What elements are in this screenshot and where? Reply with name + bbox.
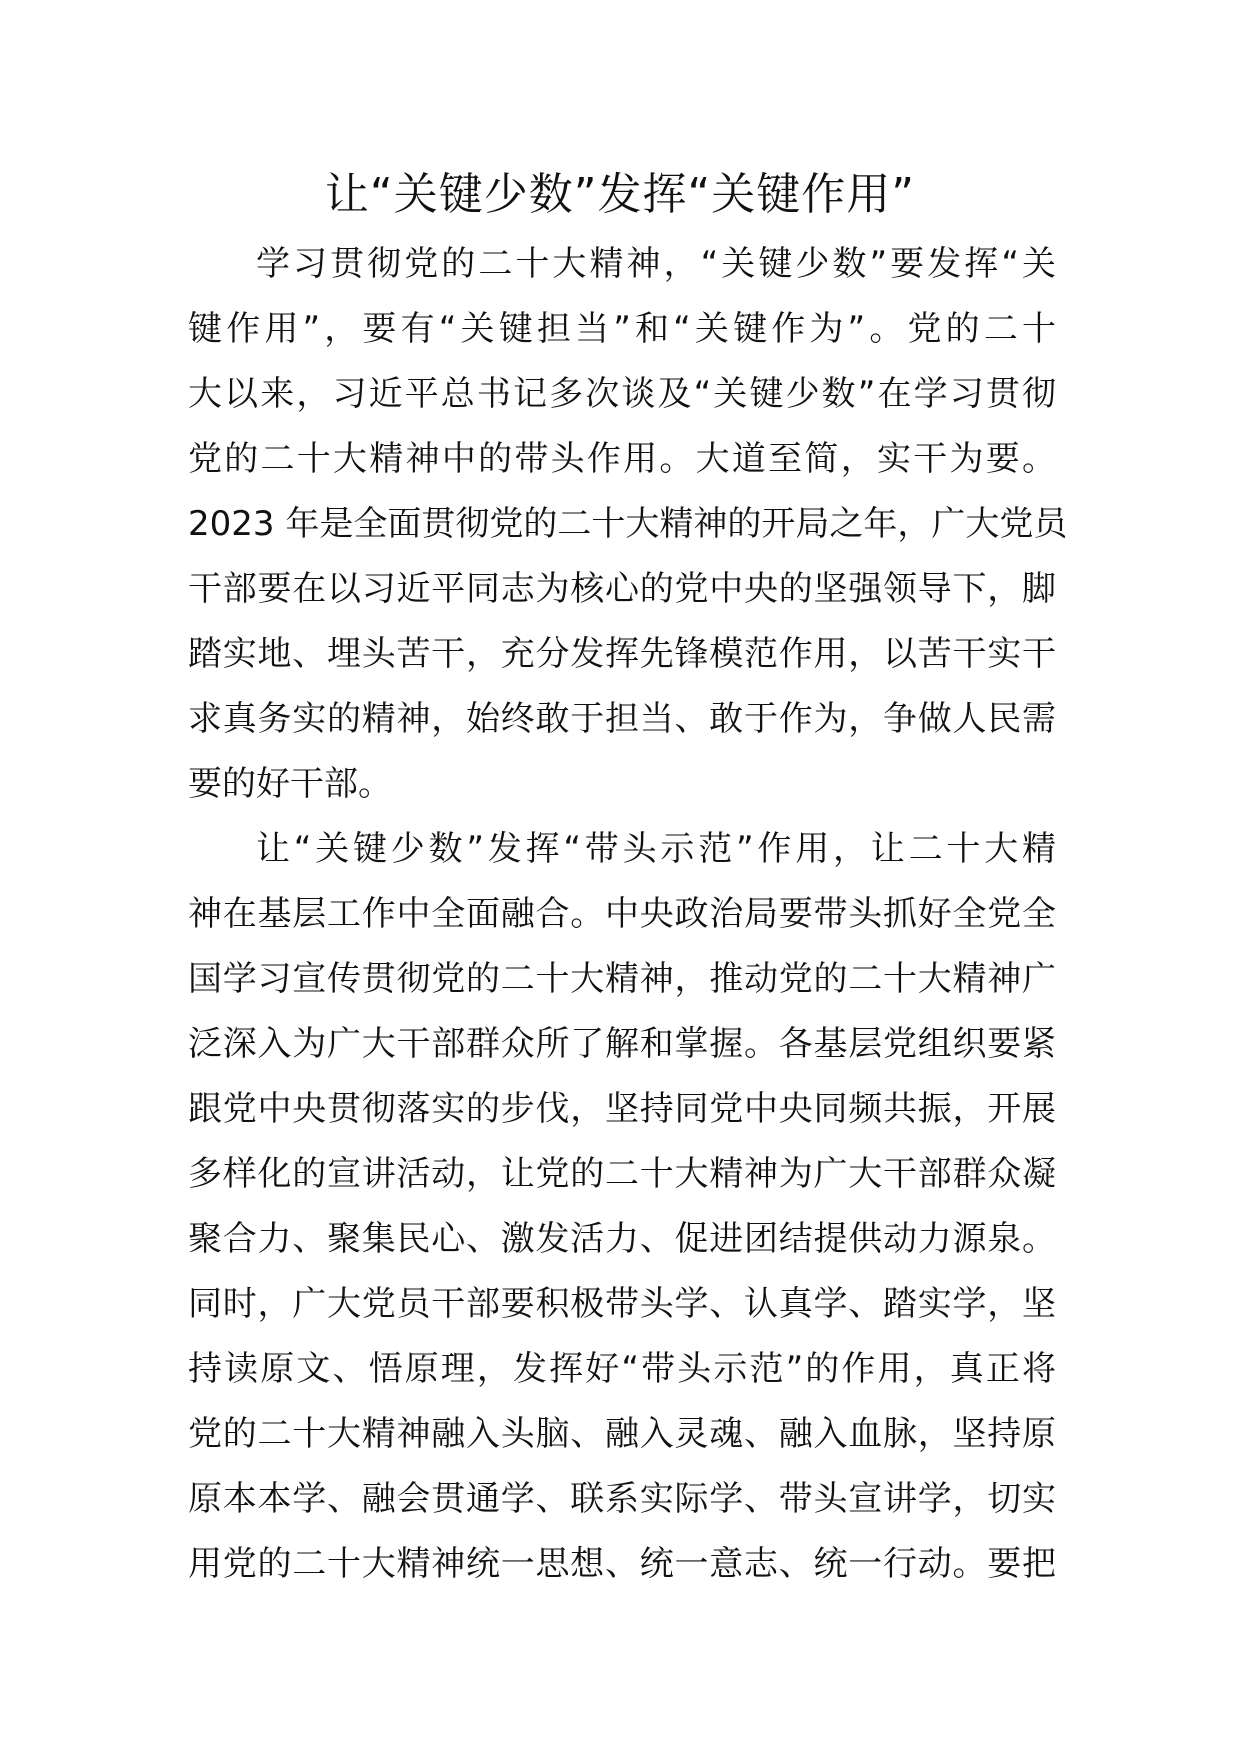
- paragraph-line: 让“关键少数”发挥“带头示范”作用，让二十大精: [256, 829, 1056, 869]
- document-title: 让“关键少数”发挥“关键作用”: [324, 169, 916, 220]
- paragraph-line: 大以来，习近平总书记多次谈及“关键少数”在学习贯彻: [188, 374, 1056, 414]
- paragraph-1: [188, 232, 1068, 817]
- paragraph-line: 同时，广大党员干部要积极带头学、认真学、踏实学，坚: [188, 1284, 1056, 1324]
- paragraph-line: 神在基层工作中全面融合。中央政治局要带头抓好全党全: [188, 894, 1056, 934]
- paragraph-line: 党的二十大精神中的带头作用。大道至简，实干为要。: [188, 439, 1056, 479]
- paragraph-line: 2023 年是全面贯彻党的二十大精神的开局之年，广大党员: [188, 504, 1068, 544]
- paragraph-line: 键作用”，要有“关键担当”和“关键作为”。党的二十: [188, 309, 1056, 349]
- paragraph-line: 聚合力、聚集民心、激发活力、促进团结提供动力源泉。: [188, 1219, 1056, 1259]
- paragraph-line: 求真务实的精神，始终敢于担当、敢于作为，争做人民需: [188, 699, 1056, 739]
- document-body: [188, 232, 1068, 1597]
- paragraph-2: [188, 817, 1056, 1597]
- paragraph-line: 多样化的宣讲活动，让党的二十大精神为广大干部群众凝: [188, 1154, 1056, 1194]
- paragraph-line: 用党的二十大精神统一思想、统一意志、统一行动。要把: [188, 1544, 1056, 1584]
- paragraph-line: 泛深入为广大干部群众所了解和掌握。各基层党组织要紧: [188, 1024, 1056, 1064]
- paragraph-line: 干部要在以习近平同志为核心的党中央的坚强领导下，脚: [188, 569, 1056, 609]
- paragraph-line: 踏实地、埋头苦干，充分发挥先锋模范作用，以苦干实干: [188, 634, 1056, 674]
- paragraph-line: 持读原文、悟原理，发挥好“带头示范”的作用，真正将: [188, 1349, 1056, 1389]
- paragraph-line: 国学习宣传贯彻党的二十大精神，推动党的二十大精神广: [188, 959, 1056, 999]
- paragraph-line: 原本本学、融会贯通学、联系实际学、带头宣讲学，切实: [188, 1479, 1056, 1519]
- paragraph-line: 党的二十大精神融入头脑、融入灵魂、融入血脉，坚持原: [188, 1414, 1056, 1454]
- paragraph-line: 跟党中央贯彻落实的步伐，坚持同党中央同频共振，开展: [188, 1089, 1056, 1129]
- paragraph-line: 学习贯彻党的二十大精神，“关键少数”要发挥“关: [256, 244, 1056, 284]
- paragraph-line: 要的好干部。: [188, 764, 392, 804]
